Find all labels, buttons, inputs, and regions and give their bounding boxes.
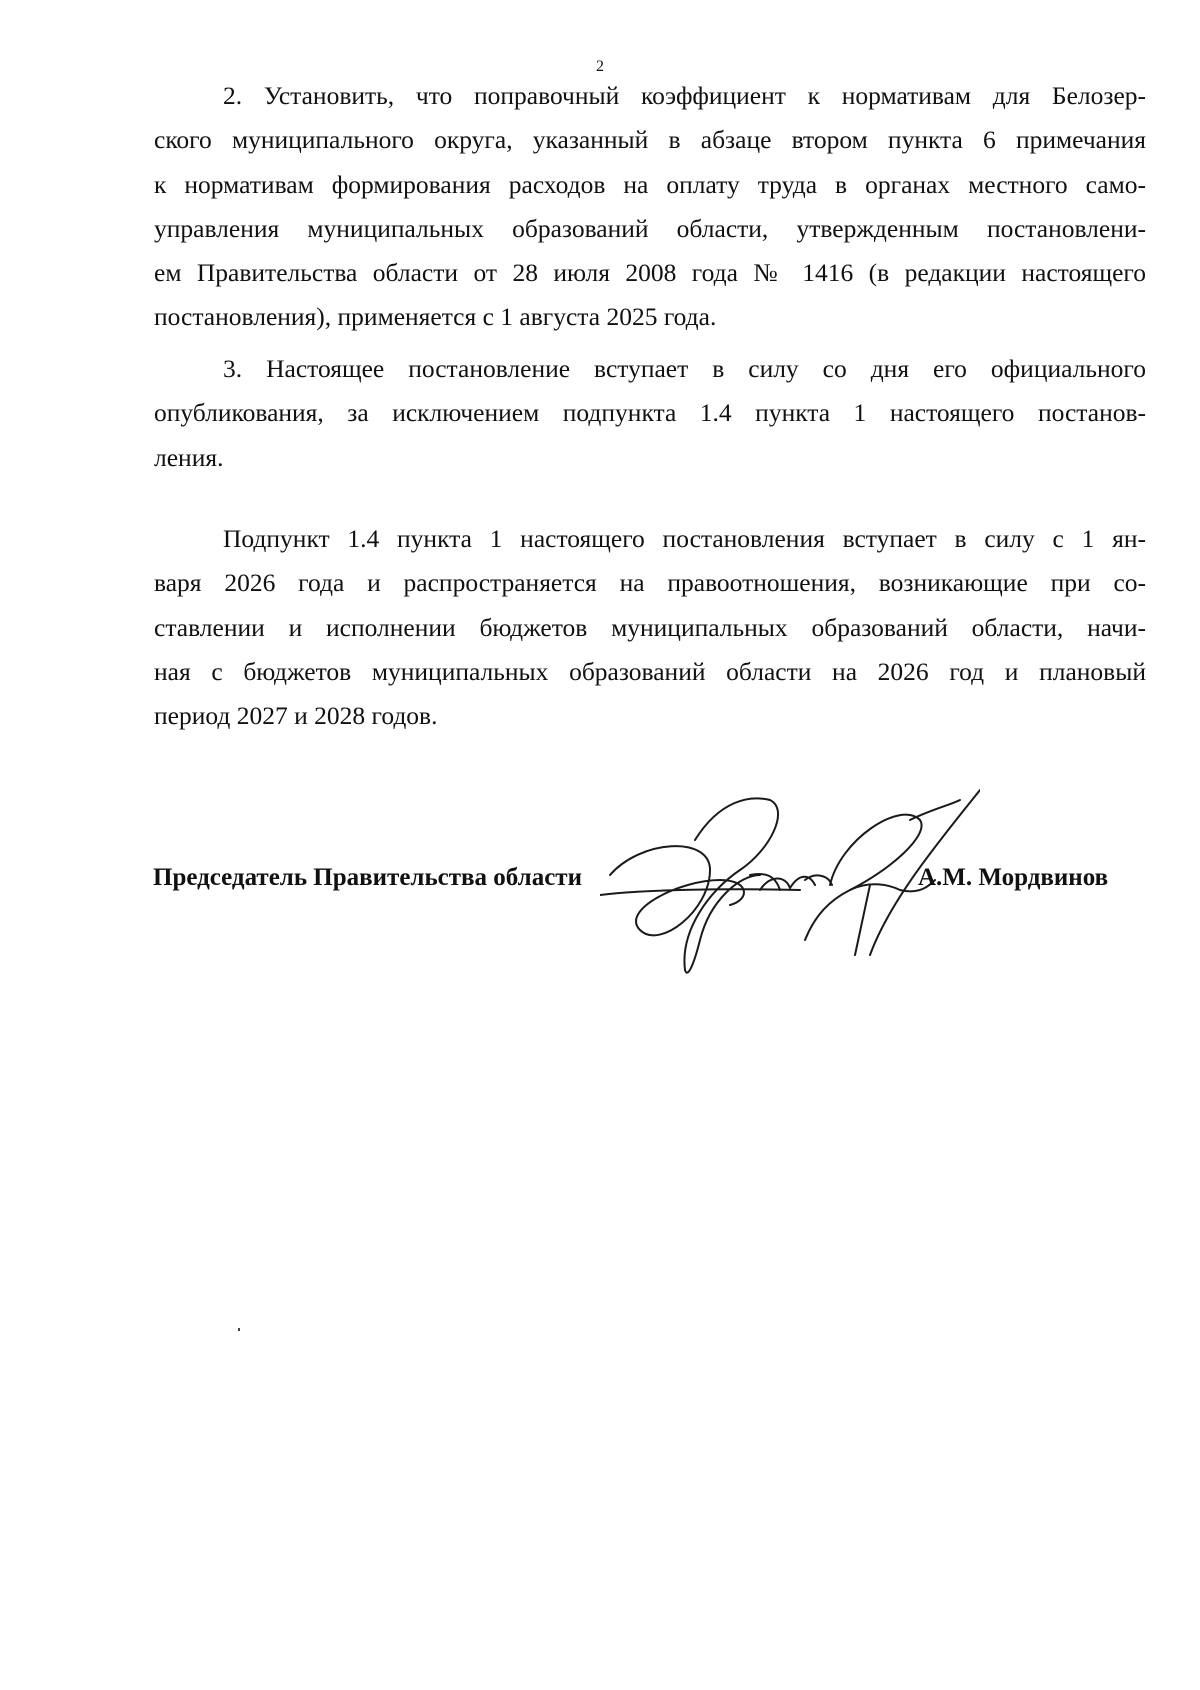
- signatory-title: Председатель Правительства области: [153, 864, 582, 891]
- paragraph-line: управления муниципальных образований области, утвержденным постановлени-: [154, 213, 1146, 243]
- paragraph-line: 2. Установить, что поправочный коэффициент к нормативам для Белозер-: [223, 81, 1146, 110]
- paragraph-line: варя 2026 года и распространяется на правоотношения, возникающие при со-: [154, 568, 1146, 598]
- paragraph-3: [154, 347, 1146, 480]
- paragraph-line: Подпункт 1.4 пункта 1 настоящего постановления вступает в силу с 1 ян-: [223, 524, 1146, 553]
- paragraph-line: ная с бюджетов муниципальных образований области на 2026 год и плановый: [154, 656, 1146, 686]
- paragraph-subpoint: [154, 517, 1146, 738]
- signatory-name: А.М. Мордвинов: [918, 864, 1109, 891]
- paragraph-line: ем Правительства области от 28 июля 2008 года № 1416 (в редакции настоящего: [154, 258, 1146, 288]
- scan-speck: [238, 1328, 240, 1331]
- paragraph-line: к нормативам формирования расходов на оплату труда в органах местного само-: [154, 169, 1146, 199]
- paragraph-line: ского муниципального округа, указанный в абзаце втором пункта 6 примечания: [154, 125, 1146, 155]
- paragraph-line: 3. Настоящее постановление вступает в силу со дня его официального: [223, 354, 1146, 383]
- paragraph-line: ления.: [154, 442, 224, 472]
- paragraph-line: период 2027 и 2028 годов.: [154, 701, 438, 731]
- signature-block: [0, 780, 1200, 980]
- paragraph-line: ставлении и исполнении бюджетов муниципальных образований области, начи-: [154, 612, 1146, 642]
- paragraph-line: постановления), применяется с 1 августа 2025 года.: [154, 302, 717, 332]
- page-number: 2: [596, 58, 604, 75]
- paragraph-line: опубликования, за исключением подпункта 1.4 пункта 1 настоящего постанов-: [154, 398, 1146, 428]
- paragraph-2: [154, 74, 1146, 340]
